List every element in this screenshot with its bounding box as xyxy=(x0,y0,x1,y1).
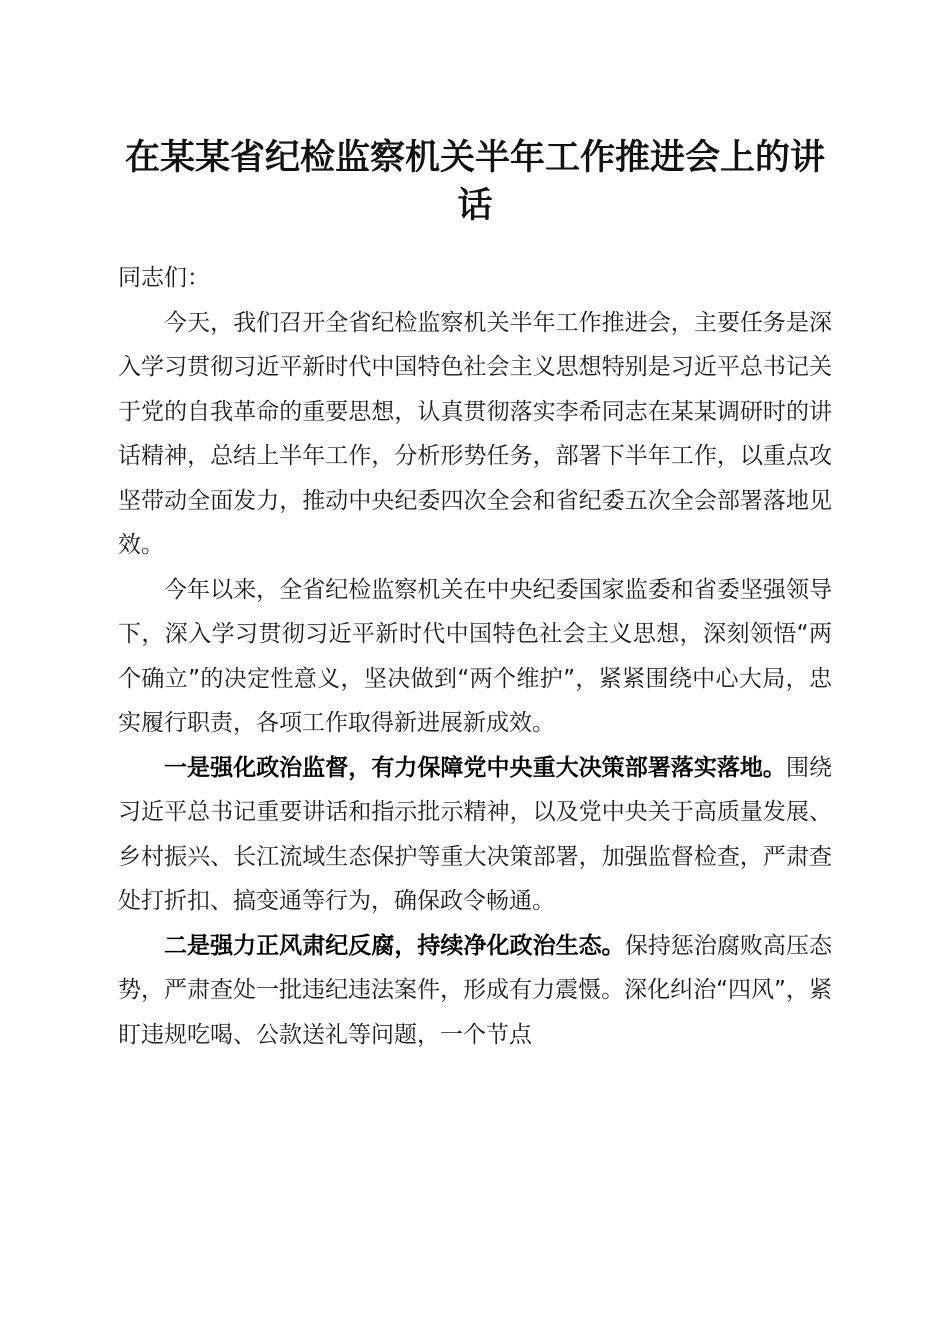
paragraph-2-text: 今年以来，全省纪检监察机关在中央纪委国家监委和省委坚强领导下，深入学习贯彻习近平新时代中国特色社会主义思想，深刻领悟“两个确立”的决定性意义，坚决做到“两个维护”，紧紧围绕中心大局，忠实履行职责，各项工作取得新进展新成效。 xyxy=(118,576,832,736)
paragraph-1 xyxy=(118,301,832,568)
paragraph-4 xyxy=(118,924,832,1058)
salutation: 同志们： xyxy=(118,265,210,291)
paragraph-2 xyxy=(118,568,832,746)
paragraph-3-lead: 一是强化政治监督，有力保障党中央重大决策部署落实落地。 xyxy=(164,754,786,781)
paragraph-3-text: 围绕习近平总书记重要讲话和指示批示精神，以及党中央关于高质量发展、乡村振兴、长江流域生态保护等重大决策部署，加强监督检查，严肃查处打折扣、搞变通等行为，确保政令畅通。 xyxy=(118,754,833,914)
paragraph-4-lead: 二是强力正风肃纪反腐，持续净化政治生态。 xyxy=(164,932,625,959)
paragraph-4-text: 保持惩治腐败高压态势，严肃查处一批违纪违法案件，形成有力震慑。深化纠治“四风”，紧盯违规吃喝、公款送礼等问题，一个节点 xyxy=(118,932,833,1048)
paragraph-3 xyxy=(118,746,832,924)
document-title: 在某某省纪检监察机关半年工作推进会上的讲话 xyxy=(124,137,825,226)
document-body xyxy=(118,256,832,1057)
paragraph-1-text: 今天，我们召开全省纪检监察机关半年工作推进会，主要任务是深入学习贯彻习近平新时代中国特色社会主义思想特别是习近平总书记关于党的自我革命的重要思想，认真贯彻落实李希同志在某某调研时的讲话精神，总结上半年工作，分析形势任务，部署下半年工作，以重点攻坚带动全面发力，推动中央纪委四次全会和省纪委五次全会部署落地见效。 xyxy=(118,309,832,558)
